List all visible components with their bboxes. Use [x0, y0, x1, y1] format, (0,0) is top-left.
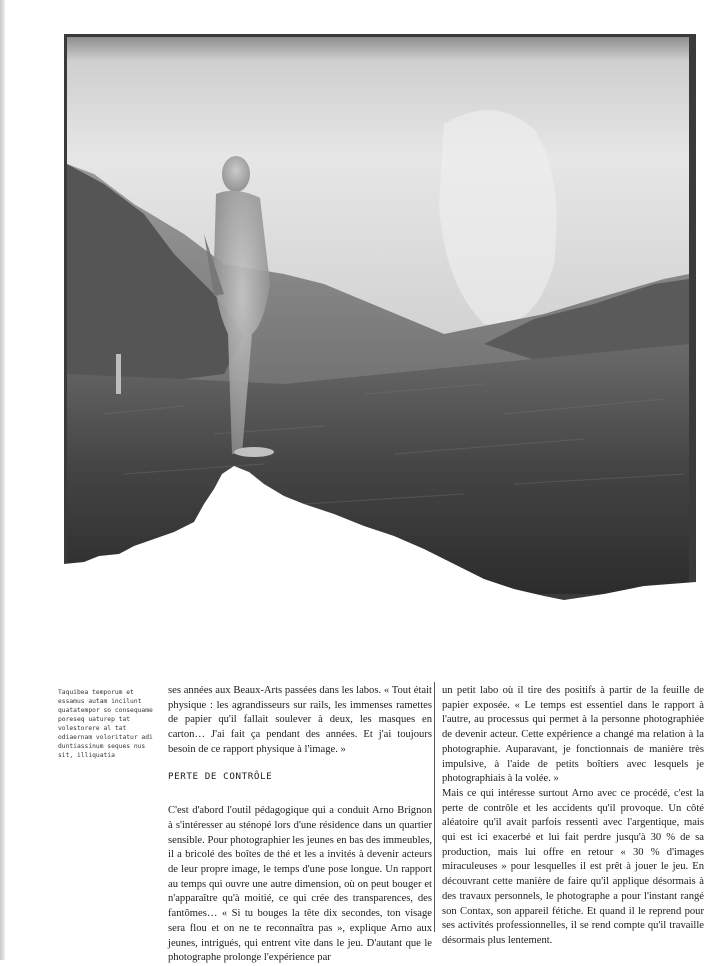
article-paragraph: C'est d'abord l'outil pédagogique qui a conduit Arno Brignon à s'intéresser au sténopé lors d'une résidence dans un quartier sensible. Pour photographier les jeunes en bas des immeubles, il a bricolé des boîtes de thé et les a invités à devenir acteurs de leur propre image, le temps d'une pose longue. Un rapport au temps qui ouvre une autre dimension, où on peut bouger et n'apparaître qu'à moitié, ce qui crée des transparences, des fantômes… « Si tu bouges la tête dix secondes, ton visage sera flou et on ne te reconnaîtra pas », explique Arno aux jeunes, intrigués, qui entrent vite dans le jeu. D'autant que le photographe prolonge l'expérience par — [168, 805, 432, 964]
article-paragraph: Mais ce qui intéresse surtout Arno avec ce procédé, c'est la perte de contrôle et les accidents qu'il provoque. Un côté aléatoire qu'il avait parfois ressenti avec l'argentique, mais qui est ici exacerbé et lui fait perdre jusqu'à 30 % de sa production, mais lui offre en retour « 30 % d'images miraculeuses » pour lesquelles il est prêt à jouer le jeu. En découvrant cette manière de faire qu'il applique désormais à des travaux personnels, le photographe a pour l'instant rangé son Contax, son appareil fétiche. Et quand il le reprend pour ses activités professionnelles, il se rend compte qu'il travaille désormais plus lentement. — [442, 787, 704, 946]
page-edge-shadow — [0, 0, 5, 960]
image-caption: Taquibea temporum et essamus autam incilunt quatatempor so consequame poreseq uaturep tat volestorere al tat odiaernam voloritatur adi duntiassinum seques nus sit, illiquatia — [58, 689, 153, 759]
column-divider — [434, 682, 435, 932]
article-column-right — [442, 684, 704, 949]
article-paragraph: un petit labo où il tire des positifs à partir de la feuille de papier exposée. « Le temps est essentiel dans le rapport à l'autre, au processus qui permet à la personne photographiée de devenir acteur. Cette expérience a changé ma relation à la photographie. Auparavant, je fonctionnais de manière très impulsive, à l'aide de petits boîtiers avec lesquels je photographiais à la volée. » — [442, 685, 704, 785]
article-paragraph: ses années aux Beaux-Arts passées dans les labos. « Tout était physique : les agrandisseurs sur rails, les immenses ramettes de papier qu'il fallait soulever à deux, les masques en carton… J'ai fait ça pendant des années. Et j'ai toujours besoin de ce rapport physique à l'image. » — [168, 685, 432, 755]
section-heading: PERTE DE CONTRÔLE — [168, 770, 273, 782]
pinhole-photograph — [64, 34, 696, 600]
article-column-middle — [168, 684, 432, 966]
